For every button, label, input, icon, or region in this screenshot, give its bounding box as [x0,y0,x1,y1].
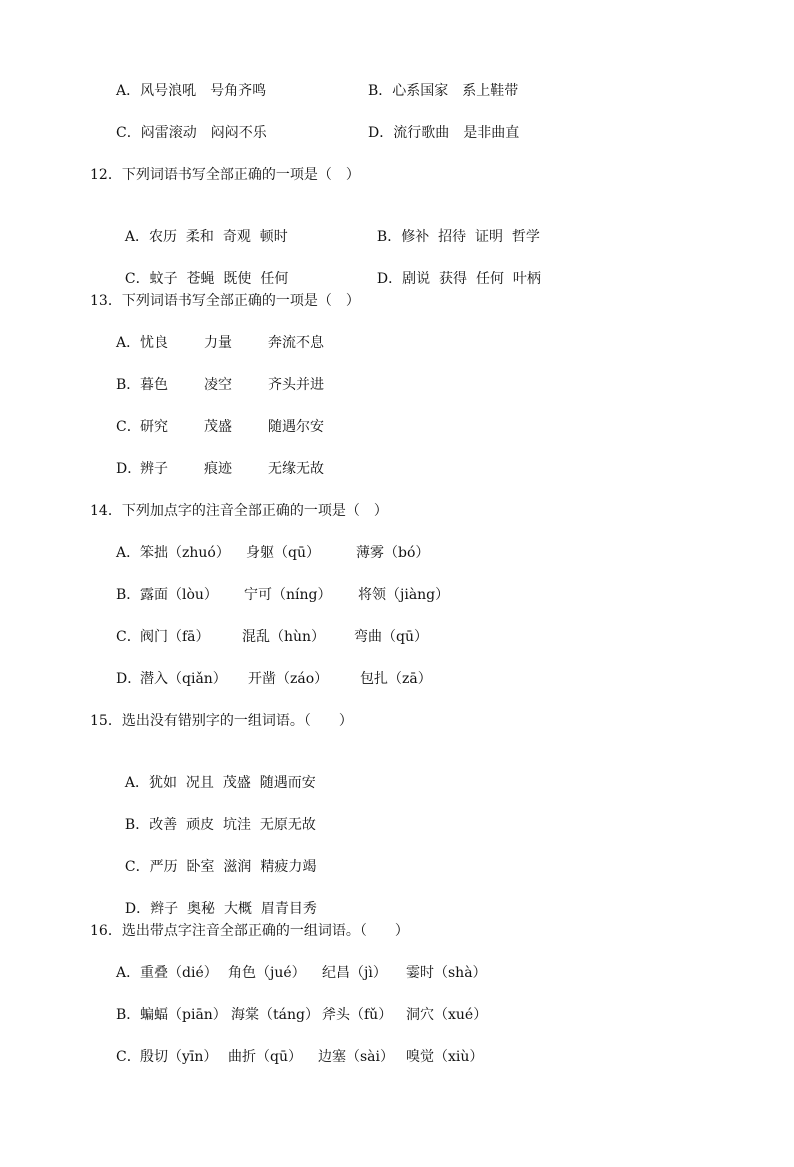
word-1: 笨拙（zhuó） [140,545,230,561]
word-1: 殷切（yīn） [140,1049,218,1065]
option-label: C． [124,271,150,287]
option-words: 剧说 获得 任何 叶柄 [402,271,541,287]
question-16-stem: 16．选出带点字注音全部正确的一组词语。（ ） [90,923,409,939]
word-1: 忧良 [140,335,168,351]
word-2: 宁可（níng） [244,587,332,603]
q15-option-b [116,795,316,833]
q13-option-a [116,333,324,353]
word-4: 洞穴（xué） [406,1007,488,1023]
word-2: 力量 [204,335,232,351]
word-2: 痕迹 [204,461,232,477]
option-words: 辫子 奥秘 大概 眉青目秀 [150,901,317,917]
question-15-stem: 15．选出没有错别字的一组词语。（ ） [90,713,353,729]
option-label: C． [116,629,141,645]
word-3: 随遇尔安 [268,419,324,435]
q15-option-c [116,837,317,875]
q12-option-c [116,249,289,287]
q12-option-b [368,207,540,245]
q14-option-a [116,543,430,563]
word-3: 薄雾（bó） [356,545,430,561]
q14-option-c [116,627,428,647]
question-13-stem: 13．下列词语书写全部正确的一项是（ ） [90,293,360,309]
word-4: 霎时（shà） [406,965,487,981]
option-label: C． [116,1049,141,1065]
word-2: 茂盛 [204,419,232,435]
option-label: B． [376,229,402,245]
option-words: 犹如 况且 茂盛 随遇而安 [149,775,316,791]
q14-option-d [116,669,432,689]
word-2: 身躯（qū） [246,545,320,561]
word-4: 嗅觉（xiù） [406,1049,484,1065]
word-2: 开凿（záo） [248,671,329,687]
option-words: 严历 卧室 滋润 精疲力竭 [149,859,317,875]
option-label: B． [124,817,150,833]
option-words: 改善 顽皮 坑洼 无原无故 [149,817,316,833]
q13-option-c [116,417,324,437]
option-c-prev: C．闷雷滚动 闷闷不乐 [116,125,267,141]
word-1: 暮色 [140,377,168,393]
word-1: 重叠（dié） [140,965,218,981]
word-3: 齐头并进 [268,377,324,393]
option-label: B． [116,587,141,603]
q15-option-a [116,753,316,791]
q16-option-a [116,963,487,983]
word-3: 奔流不息 [268,335,324,351]
word-2: 曲折（qū） [228,1049,302,1065]
word-3: 边塞（sài） [318,1049,395,1065]
option-label: D． [116,461,142,477]
word-1: 辨子 [140,461,168,477]
word-1: 研究 [140,419,168,435]
option-label: C． [116,419,141,435]
word-1: 蝙蝠（piān） [140,1007,227,1023]
word-2: 海棠（táng） [231,1007,319,1023]
option-label: A． [124,775,150,791]
option-label: A． [124,229,150,245]
question-14-stem: 14．下列加点字的注音全部正确的一项是（ ） [90,503,388,519]
option-label: B． [116,1007,141,1023]
word-3: 纪昌（jì） [322,965,387,981]
option-d-prev: D．流行歌曲 是非曲直 [368,125,520,141]
option-label: D． [124,901,151,917]
option-label: B． [116,377,141,393]
option-label: A． [116,335,141,351]
q12-option-a [116,207,288,245]
option-b-prev: B．心系国家 系上鞋带 [368,83,519,99]
option-label: A． [116,965,141,981]
question-12-stem: 12．下列词语书写全部正确的一项是（ ） [90,167,360,183]
q16-option-b [116,1005,488,1025]
word-1: 露面（lòu） [140,587,218,603]
q14-option-b [116,585,450,605]
option-words: 修补 招待 证明 哲学 [401,229,540,245]
option-words: 蚊子 苍蝇 既使 任何 [149,271,289,287]
q16-option-c [116,1047,484,1067]
q13-option-d [116,459,324,479]
q15-option-d [116,879,317,917]
word-3: 无缘无故 [268,461,324,477]
word-3: 包扎（zā） [360,671,432,687]
word-3: 斧头（fǔ） [322,1007,393,1023]
word-3: 弯曲（qū） [354,629,428,645]
option-words: 农历 柔和 奇观 顿时 [149,229,288,245]
option-a-prev: A．风号浪吼 号角齐鸣 [116,83,267,99]
word-2: 混乱（hùn） [242,629,326,645]
word-1: 阀门（fā） [140,629,210,645]
word-1: 潜入（qiǎn） [140,671,227,687]
option-label: A． [116,545,141,561]
word-2: 凌空 [204,377,232,393]
option-label: C． [124,859,150,875]
option-label: D． [376,271,403,287]
option-label: D． [116,671,142,687]
word-3: 将领（jiàng） [358,587,450,603]
q13-option-b [116,375,324,395]
word-2: 角色（jué） [228,965,306,981]
q12-option-d [368,249,541,287]
